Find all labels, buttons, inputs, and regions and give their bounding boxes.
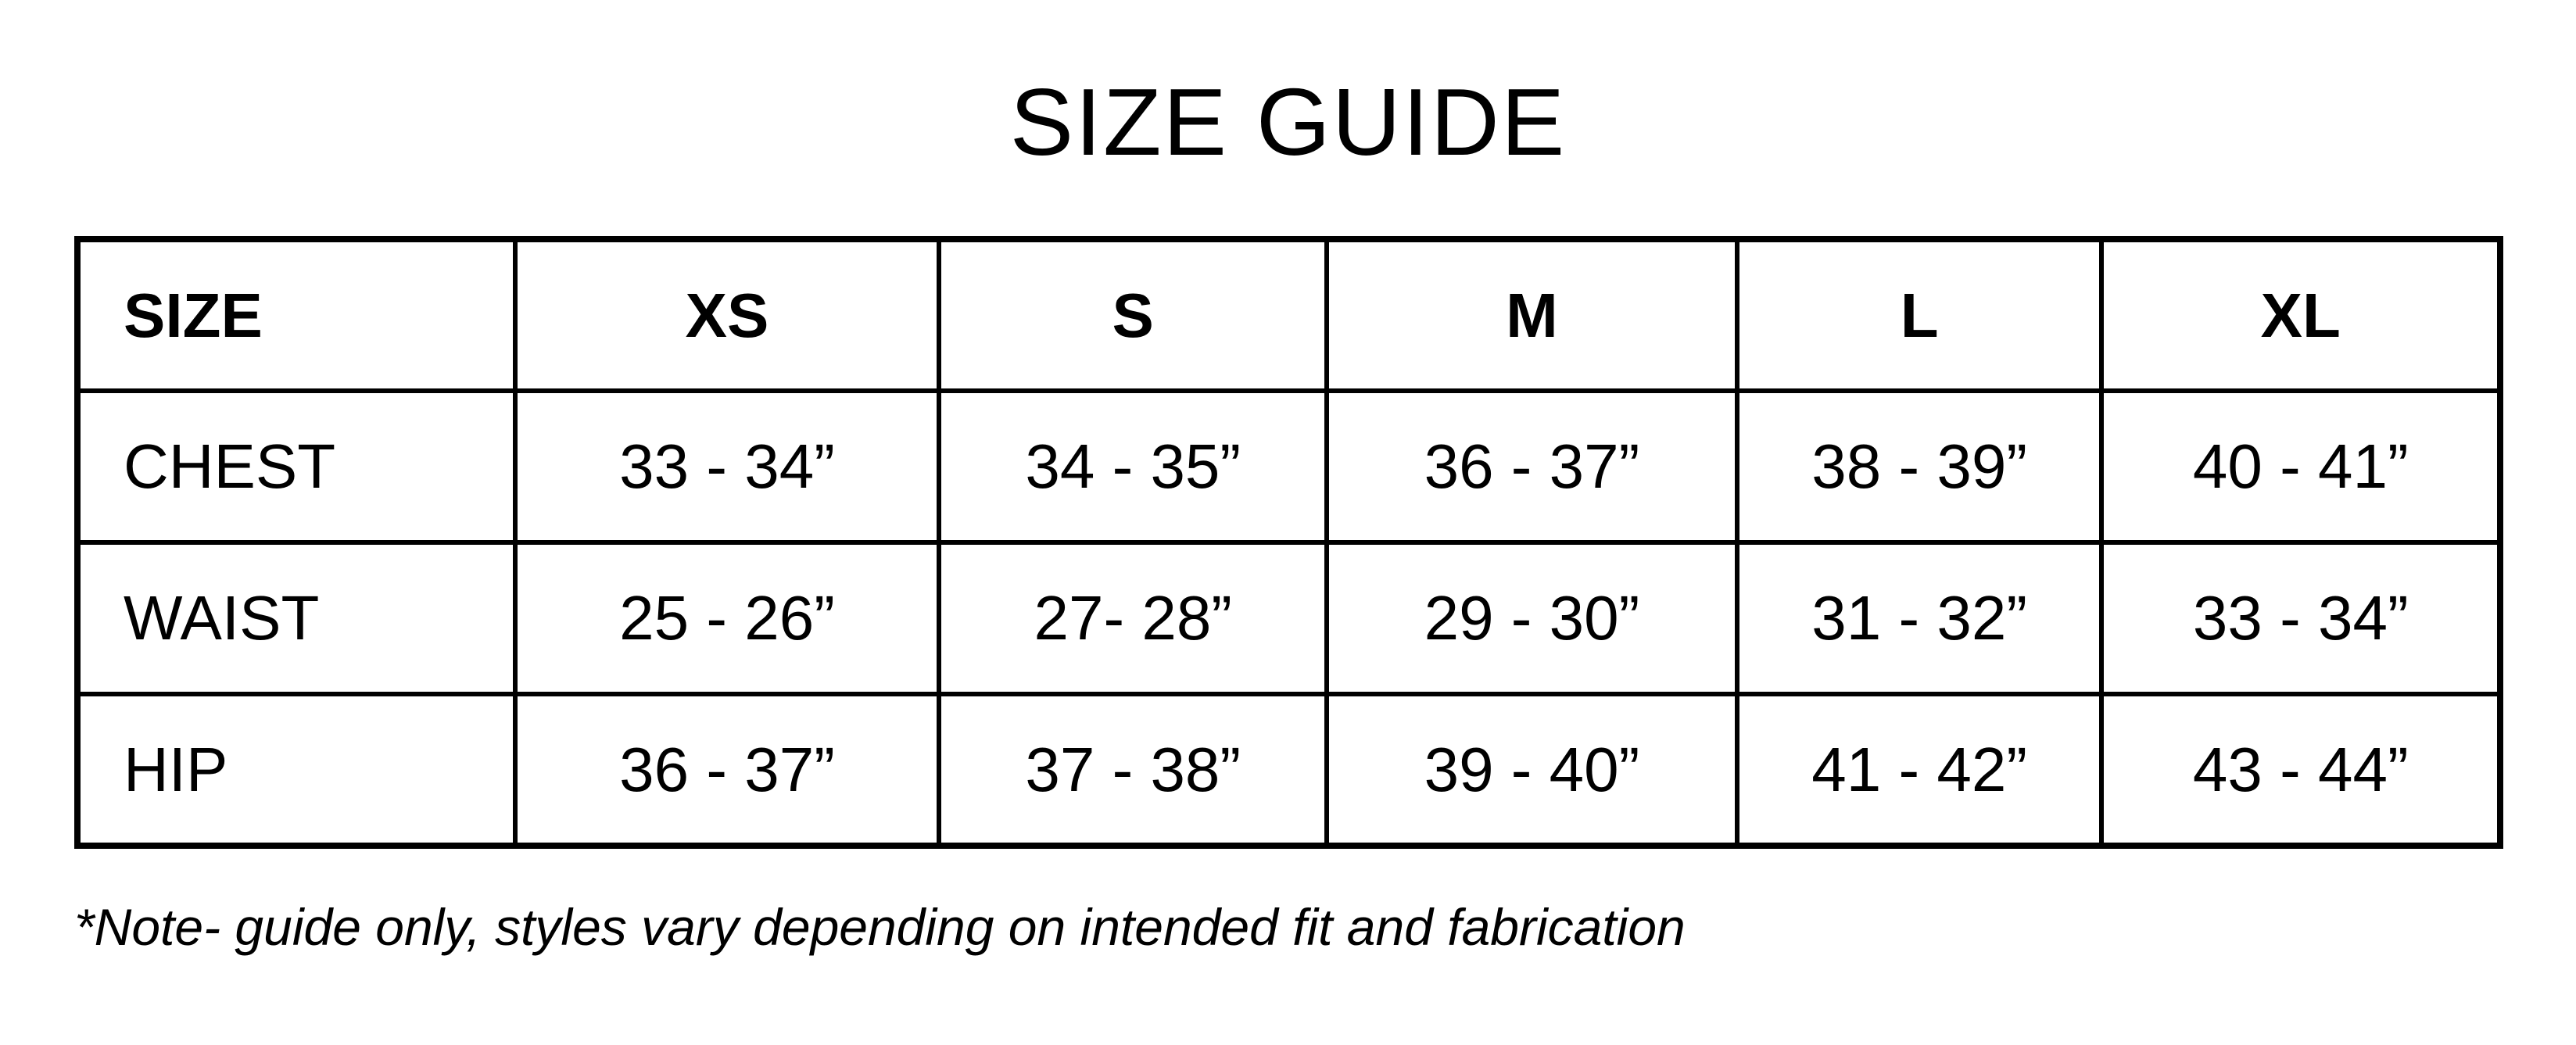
- header-row: [77, 239, 2500, 391]
- header-cell-size: SIZE: [77, 239, 515, 391]
- footnote-text: *Note- guide only, styles vary depending on intended fit and fabrication: [74, 898, 1686, 956]
- page-title: SIZE GUIDE: [1009, 69, 1567, 175]
- cell-waist-m: 29 - 30”: [1327, 542, 1737, 694]
- row-label-hip: HIP: [77, 694, 515, 846]
- header-cell-xl: XL: [2101, 239, 2500, 391]
- cell-hip-xl: 43 - 44”: [2101, 694, 2500, 846]
- header-cell-s: S: [939, 239, 1327, 391]
- cell-chest-s: 34 - 35”: [939, 391, 1327, 542]
- cell-hip-l: 41 - 42”: [1737, 694, 2102, 846]
- cell-chest-xl: 40 - 41”: [2101, 391, 2500, 542]
- row-label-waist: WAIST: [77, 542, 515, 694]
- cell-hip-s: 37 - 38”: [939, 694, 1327, 846]
- cell-hip-xs: 36 - 37”: [515, 694, 940, 846]
- table-row-chest: [77, 391, 2500, 542]
- cell-chest-xs: 33 - 34”: [515, 391, 940, 542]
- cell-waist-xl: 33 - 34”: [2101, 542, 2500, 694]
- header-cell-m: M: [1327, 239, 1737, 391]
- cell-waist-xs: 25 - 26”: [515, 542, 940, 694]
- cell-waist-l: 31 - 32”: [1737, 542, 2102, 694]
- table-row-waist: [77, 542, 2500, 694]
- cell-chest-m: 36 - 37”: [1327, 391, 1737, 542]
- header-cell-l: L: [1737, 239, 2102, 391]
- row-label-chest: CHEST: [77, 391, 515, 542]
- cell-hip-m: 39 - 40”: [1327, 694, 1737, 846]
- header-cell-xs: XS: [515, 239, 940, 391]
- size-guide-table: [74, 236, 2503, 849]
- table-row-hip: [77, 694, 2500, 846]
- cell-waist-s: 27- 28”: [939, 542, 1327, 694]
- cell-chest-l: 38 - 39”: [1737, 391, 2102, 542]
